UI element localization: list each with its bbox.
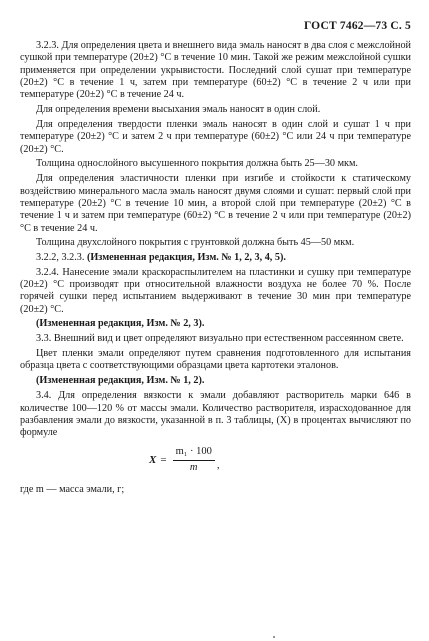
paragraph-single-layer-thickness: Толщина однослойного высушенного покрытия должна быть 25—30 мкм. (36, 158, 358, 170)
formula-trailing-comma: , (216, 458, 220, 471)
page-header: ГОСТ 7462—73 С. 5 (303, 20, 411, 32)
paragraph-hardness: Для определения твердости пленки эмаль наносят в один слой и сушат 1 ч при температуре (20±2) °С и затем 2 ч при температуре (60±2) °С или 24 ч при температуре (20±2) °С. (20, 118, 411, 155)
paragraph-3-2-3: 3.2.3. Для определения цвета и внешнего вида эмаль наносят в два слоя с межслойной сушкой при температуре (20±2) °С в течение 10 мин. Такой же режим межслойной сушки применяется при определении укрывистости. Последний слой сушат при температуре (20±2) °С в течение 1 ч, затем при температуре (60±2) °С в течение 2 ч или при температуре (20±2) °С в течение 24 ч. (20, 40, 411, 101)
amendment-note-3: (Измененная редакция, Изм. № 1, 2). (36, 375, 205, 387)
formula-numerator: m₁ · 100 (173, 446, 215, 460)
paragraph-3-3-color: Цвет пленки эмали определяют путем сравнения подготовленного для испытания образца цвета с соответствующими образцами цвета картотеки эталонов. (20, 348, 411, 372)
paragraph-3-4: 3.4. Для определения вязкости к эмали добавляют растворитель марки 646 в количестве 100—120 % от массы эмали. Количество растворителя, израсходованное для разбавления эмали до вязкости, указанной в п. 3 таблицы, (X) в процентах вычисляют по формуле (20, 390, 411, 439)
amendment-note-1-prefix: 3.2.2, 3.2.3. (36, 252, 87, 264)
paragraph-drying-time: Для определения времени высыхания эмаль наносят в один слой. (36, 104, 321, 116)
formula-fraction (173, 446, 215, 474)
viscosity-formula (20, 442, 411, 478)
paragraph-3-2-4: 3.2.4. Нанесение эмали краскораспылителем на пластинки и сушку при температуре (20±2) °С производят при относительной влажности воздуха не более 70 %. После горячей сушки перед испытанием выдерживают в течение 30 мин при температуре (20±2) °С. (20, 266, 411, 315)
formula-legend: где m — масса эмали, г; (20, 484, 125, 496)
paragraph-3-3: 3.3. Внешний вид и цвет определяют визуально при естественном рассеянном свете. (36, 333, 404, 345)
paragraph-two-layer-thickness: Толщина двухслойного покрытия с грунтовкой должна быть 45—50 мкм. (36, 237, 355, 249)
formula-denominator: m (189, 461, 198, 473)
formula-equals: = (160, 453, 167, 466)
amendment-note-1-text: (Измененная редакция, Изм. № 1, 2, 3, 4, 5). (86, 252, 286, 264)
amendment-note-2: (Измененная редакция, Изм. № 2, 3). (36, 318, 205, 330)
amendment-note-1 (20, 252, 411, 264)
document-body (20, 40, 411, 496)
scan-speck (273, 636, 275, 638)
paragraph-elasticity: Для определения эластичности пленки при изгибе и стойкости к статическому воздействию минерального масла эмаль наносят двумя слоями и сушат: первый слой при температуре (20±2) °С в течение 10 мин, а второй слой при температуре (20±2) °С в течение 1 ч и затем при температуре (60±2) °С в течение 2 ч или при температуре (20±2) °С в течение 24 ч. (20, 173, 411, 234)
formula-lhs: X (149, 453, 157, 466)
